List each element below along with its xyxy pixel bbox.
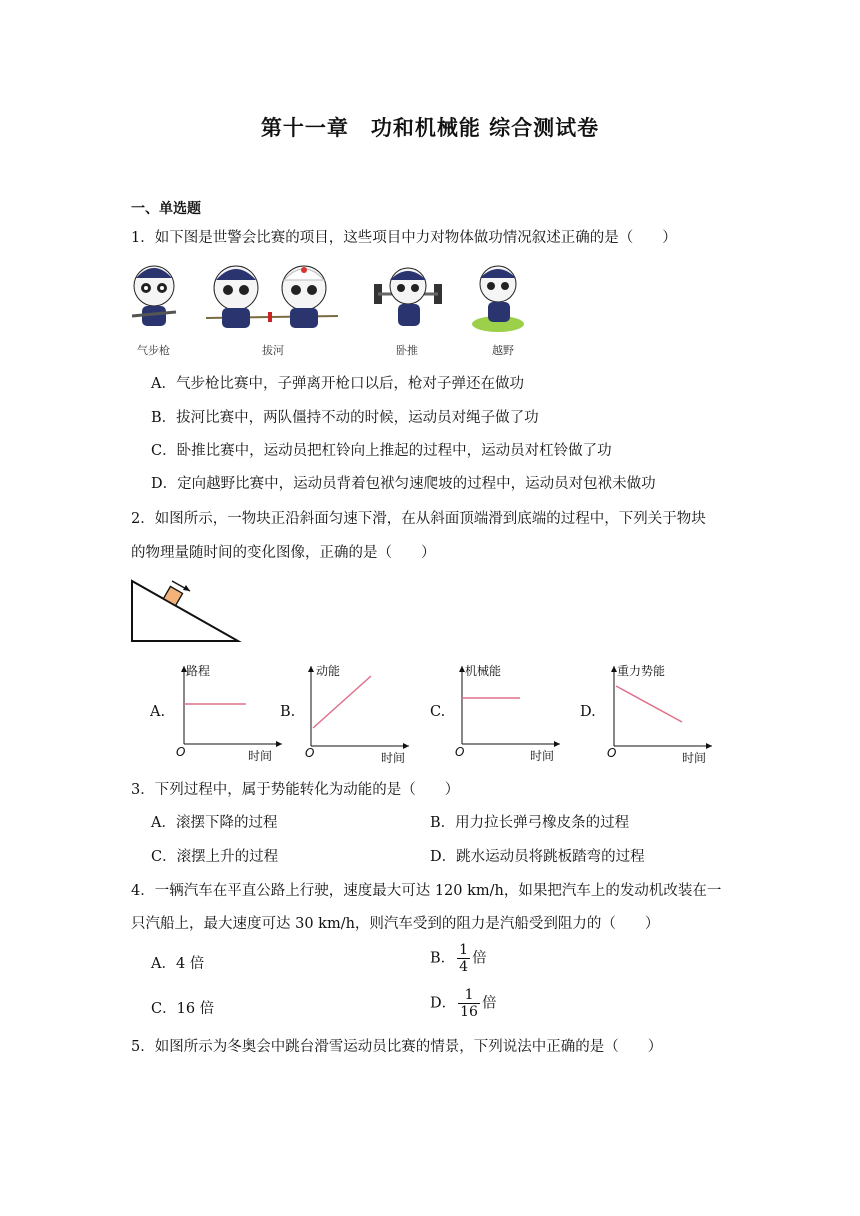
graph-c-origin: O	[455, 745, 465, 759]
graph-a-xlabel: 时间	[248, 749, 273, 763]
caption-tug: 拔河	[262, 344, 284, 357]
q4-option-a: A．4 倍	[151, 956, 205, 972]
q2-graph-a-letter: A.	[150, 704, 166, 720]
q1-stem: 1．如下图是世警会比赛的项目，这些项目中力对物体做功情况叙述正确的是（ ）	[131, 230, 677, 246]
caption-crosscountry: 越野	[492, 344, 514, 357]
q4-option-b-numerator: 1	[459, 942, 469, 958]
panda-benchpress-illustration	[374, 268, 442, 326]
q2-stem-line1: 2．如图所示，一物块正沿斜面匀速下滑，在从斜面顶端滑到底端的过程中，下列关于物块	[131, 511, 706, 527]
q2-stem-line2: 的物理量随时间的变化图像，正确的是（ ）	[131, 545, 436, 561]
graph-a-origin: O	[176, 745, 186, 759]
q3-option-c: C．滚摆上升的过程	[151, 849, 279, 865]
q4-stem-line1: 4．一辆汽车在平直公路上行驶，速度最大可达 120 km/h，如果把汽车上的发动机改装在一	[131, 883, 722, 899]
q4-option-b	[430, 942, 487, 975]
q3-stem: 3．下列过程中，属于势能转化为动能的是（ ）	[131, 782, 460, 798]
caption-rifle: 气步枪	[137, 344, 170, 357]
q2-graph-d-letter: D.	[580, 704, 596, 720]
q1-sport-illustrations-2	[368, 262, 528, 336]
q1-option-b: B．拔河比赛中，两队僵持不动的时候，运动员对绳子做了功	[151, 410, 539, 426]
q4-option-d-denominator: 16	[460, 1004, 478, 1020]
graph-d-line	[616, 686, 682, 722]
panda-rifle-illustration	[132, 266, 176, 326]
q4-option-d-prefix: D．	[430, 995, 457, 1012]
q4-option-b-fraction	[457, 942, 470, 975]
q3-option-d: D．跳水运动员将跳板踏弯的过程	[430, 849, 645, 865]
graph-b-origin: O	[305, 746, 315, 760]
graph-d-ylabel: 重力势能	[617, 664, 666, 678]
q3-option-a: A．滚摆下降的过程	[151, 815, 278, 831]
q1-option-d: D．定向越野比赛中，运动员背着包袱匀速爬坡的过程中，运动员对包袱未做功	[151, 476, 656, 492]
graph-c-ylabel: 机械能	[465, 664, 502, 678]
graph-c-xlabel: 时间	[530, 749, 555, 763]
q1-option-c: C．卧推比赛中，运动员把杠铃向上推起的过程中，运动员对杠铃做了功	[151, 443, 612, 459]
panda-tug-illustration	[206, 266, 338, 328]
panda-crosscountry-illustration	[472, 266, 524, 332]
q4-stem-line2: 只汽船上，最大速度可达 30 km/h，则汽车受到的阻力是汽船受到阻力的（ ）	[131, 916, 660, 932]
caption-bench: 卧推	[396, 344, 418, 357]
q2-graph-c-letter: C.	[430, 704, 446, 720]
q1-sport-illustrations	[128, 256, 348, 336]
section-heading: 一、单选题	[131, 201, 201, 217]
q5-stem: 5．如图所示为冬奥会中跳台滑雪运动员比赛的情景，下列说法中正确的是（ ）	[131, 1039, 663, 1055]
graph-b-ylabel: 动能	[316, 664, 341, 678]
q4-option-d-suffix: 倍	[481, 995, 497, 1012]
graph-b-line	[313, 676, 371, 728]
graph-d-origin: O	[607, 746, 617, 760]
q4-option-b-suffix: 倍	[472, 950, 487, 967]
q1-option-a: A．气步枪比赛中，子弹离开枪口以后，枪对子弹还在做功	[151, 376, 524, 392]
q4-option-d-numerator: 1	[458, 987, 480, 1004]
q4-option-c: C．16 倍	[151, 1001, 215, 1017]
graph-a-ylabel: 路程	[186, 664, 211, 678]
q3-option-b: B．用力拉长弹弓橡皮条的过程	[430, 815, 630, 831]
incline-diagram	[128, 575, 243, 645]
q4-option-b-prefix: B．	[430, 950, 456, 967]
q4-option-b-denominator: 4	[459, 959, 469, 975]
q2-graph-b-letter: B.	[280, 704, 296, 720]
graph-b-xlabel: 时间	[381, 751, 406, 765]
graph-d-xlabel: 时间	[682, 751, 707, 765]
q4-option-d	[430, 987, 496, 1020]
page-title: 第十一章 功和机械能 综合测试卷	[260, 116, 600, 140]
q4-option-d-fraction	[458, 987, 480, 1020]
